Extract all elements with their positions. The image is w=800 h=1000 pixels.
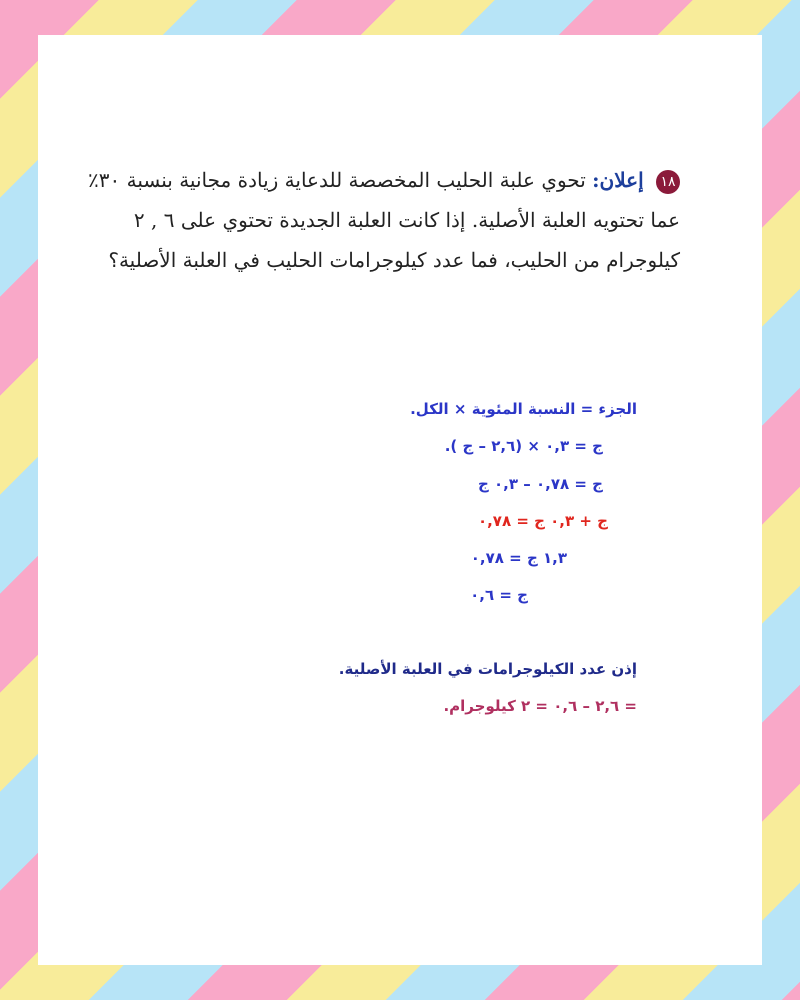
problem-text: تحوي علبة الحليب المخصصة للدعاية زيادة مجانية بنسبة ٣٠٪ عما تحتويه العلبة الأصلية. إذا كانت العلبة الجديدة تحتوي على ٦ , ٢ كيلوجرام من الحليب، فما عدد كيلوجرامات الحليب في العلبة الأصلية؟ <box>88 168 680 272</box>
problem-number-badge: ١٨ <box>656 170 680 194</box>
problem-statement <box>60 160 680 280</box>
solution-line-2: ج = ٠,٣ × (٢,٦ – ج ). <box>444 437 603 455</box>
problem-label: إعلان: <box>592 168 644 192</box>
final-answer-line: = ٢,٦ – ٠,٦ = ٢ كيلوجرام. <box>443 697 637 715</box>
solution-line-3: ج = ٠,٧٨ – ٠,٣ ج <box>477 475 603 493</box>
solution-line-5: ١,٣ ج = ٠,٧٨ <box>470 549 567 567</box>
solution-line-4: ج + ٠,٣ ج = ٠,٧٨ <box>477 512 608 530</box>
solution-line-6: ج = ٠,٦ <box>470 586 528 604</box>
conclusion-line: إذن عدد الكيلوجرامات في العلبة الأصلية. <box>338 660 637 678</box>
solution-line-1: الجزء = النسبة المئوية × الكل. <box>410 400 637 418</box>
